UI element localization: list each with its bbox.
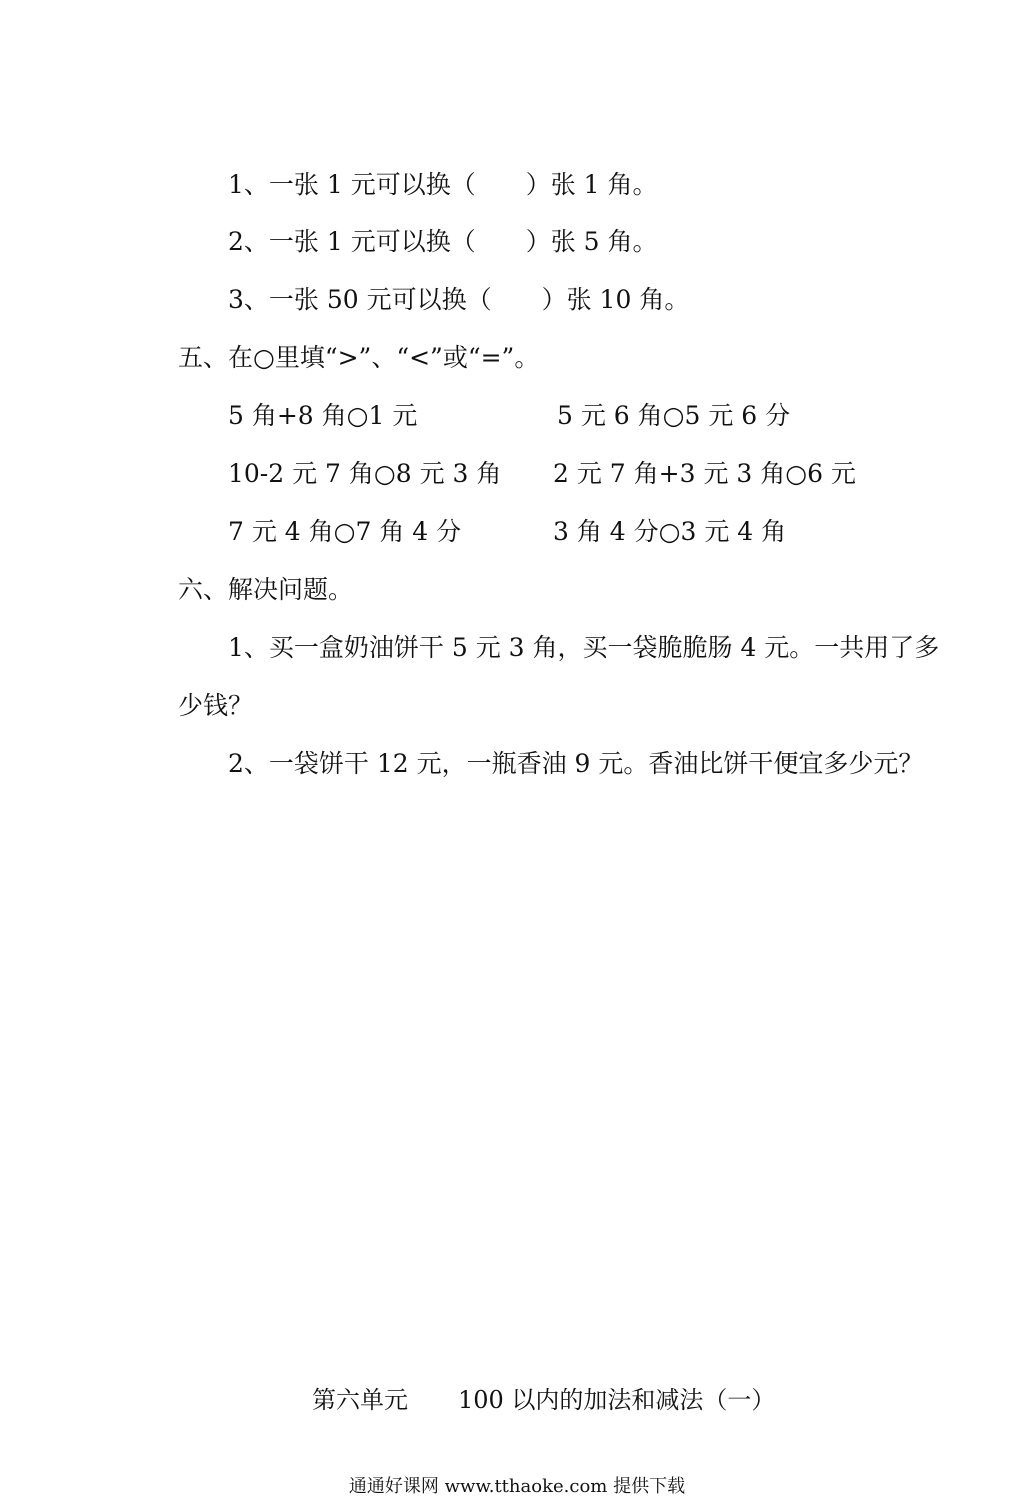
section-6-heading: 六、解决问题。 [178, 575, 354, 604]
compare-item-3-right: 3 角 4 分○3 元 4 角 [553, 517, 787, 546]
exchange-question-1: 1、一张 1 元可以换（ ）张 1 角。 [228, 170, 658, 199]
compare-item-1-left: 5 角+8 角○1 元 [228, 401, 418, 430]
compare-item-2-left: 10-2 元 7 角○8 元 3 角 [228, 459, 502, 488]
site-credit: 通通好课网 www.tthaoke.com 提供下载 [348, 1476, 686, 1497]
unit-title [312, 1385, 775, 1415]
word-problem-2: 2、一袋饼干 12 元，一瓶香油 9 元。香油比饼干便宜多少元？ [228, 749, 924, 778]
unit-number: 第六单元 [312, 1386, 408, 1414]
word-problem-1-line-2: 少钱？ [178, 691, 254, 720]
exchange-question-3: 3、一张 50 元可以换（ ）张 10 角。 [228, 285, 690, 314]
unit-name: 100 以内的加法和减法（一） [458, 1386, 776, 1414]
exchange-question-2: 2、一张 1 元可以换（ ）张 5 角。 [228, 227, 658, 256]
section-5-heading: 五、在○里填“>”、“<”或“=”。 [178, 343, 540, 372]
compare-item-1-right: 5 元 6 角○5 元 6 分 [557, 401, 791, 430]
word-problem-1-line-1: 1、买一盒奶油饼干 5 元 3 角，买一袋脆脆肠 4 元。一共用了多 [228, 633, 940, 662]
compare-item-3-left: 7 元 4 角○7 角 4 分 [228, 517, 462, 546]
compare-item-2-right: 2 元 7 角+3 元 3 角○6 元 [553, 459, 856, 488]
